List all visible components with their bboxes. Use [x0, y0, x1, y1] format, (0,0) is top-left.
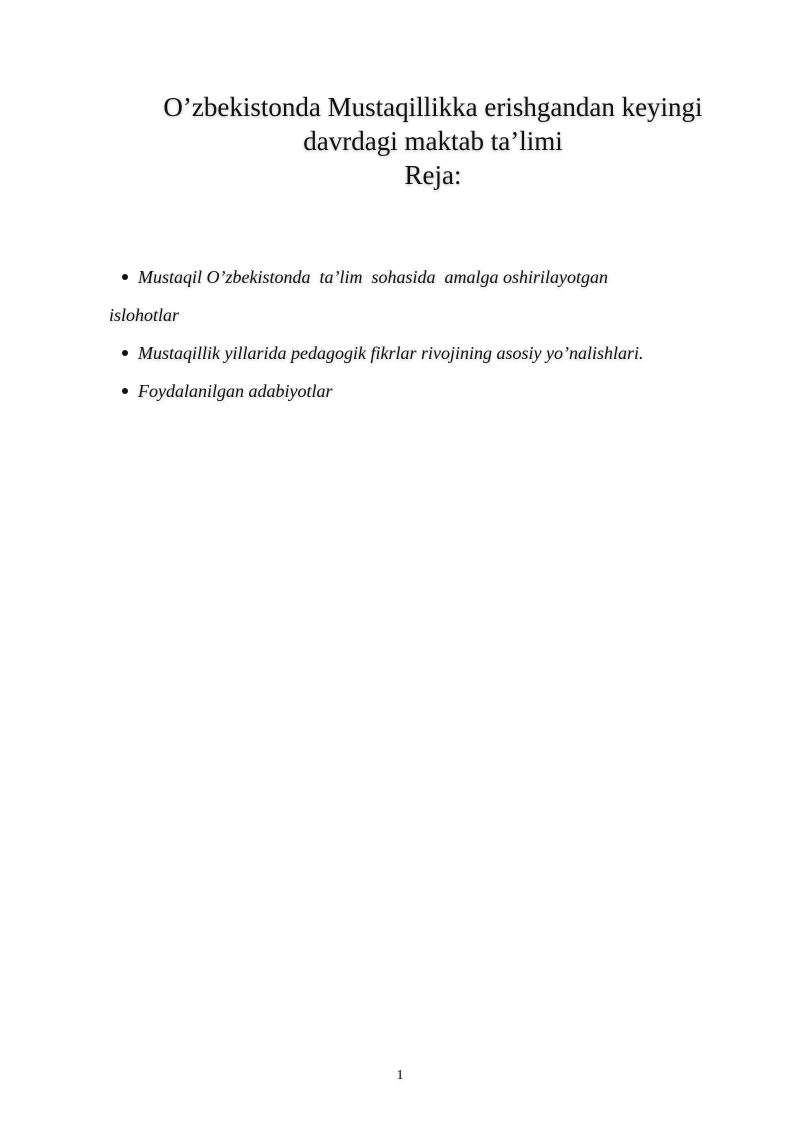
page-number: 1 [396, 1068, 404, 1083]
plan-item-text: Mustaqillik yillarida pedagogik fikrlar rivojining asosiy yo’nalishlari. [138, 343, 644, 363]
bullet-icon [122, 388, 128, 394]
bullet-icon [122, 350, 128, 356]
plan-item-text: Foydalanilgan adabiyotlar [138, 381, 333, 401]
plan-item-continuation: islohotlar [109, 305, 180, 325]
title-line-2: davrdagi maktab ta’limi [303, 126, 563, 156]
plan-item-text: Mustaqil O’zbekistonda ta’lim sohasida amalga oshirilayotgan [138, 267, 608, 287]
plan-item-pedagogy [122, 334, 782, 372]
title-line-1: O’zbekistonda Mustaqillikka erishgandan keyingi [163, 92, 703, 122]
plan-item-reforms [109, 258, 782, 334]
document-title [100, 90, 766, 192]
bullet-icon [122, 274, 128, 280]
plan-heading: Reja: [404, 160, 462, 190]
plan-list [109, 258, 782, 410]
plan-item-references [122, 372, 782, 410]
